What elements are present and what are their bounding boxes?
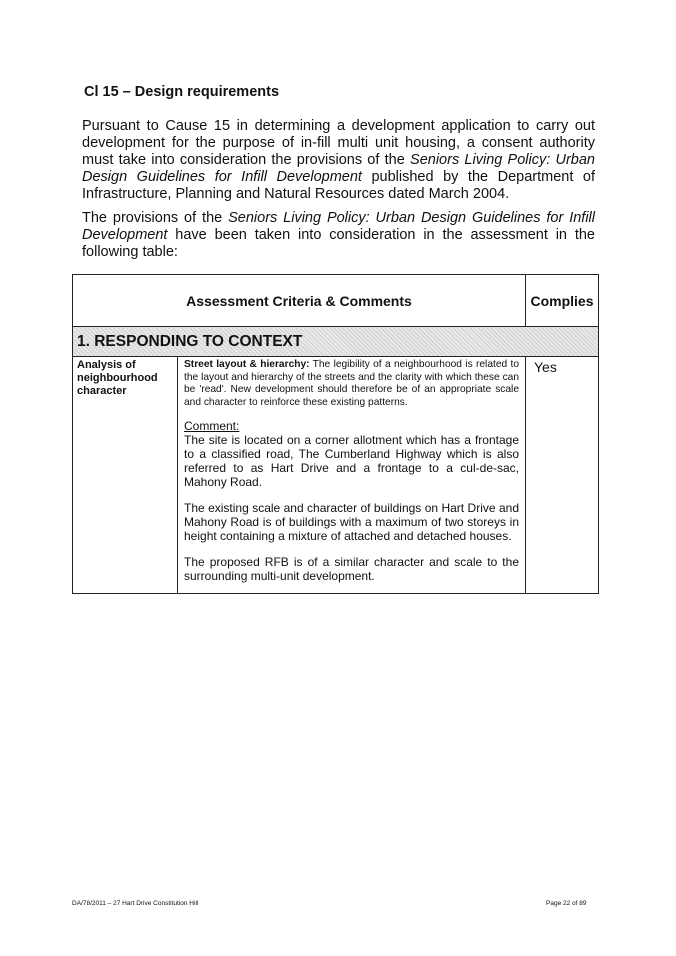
- table-row: [73, 357, 599, 594]
- intro-policy-title: Seniors Living Policy: Urban Design Guidelines for Infill Development: [82, 152, 595, 185]
- provisions-text-end: have been taken into consideration in the assessment in the following table:: [82, 227, 595, 260]
- criteria-cell: [178, 357, 526, 594]
- provisions-policy-title: Seniors Living Policy: Urban Design Guidelines for Infill Development: [82, 210, 595, 243]
- intro-paragraph: [82, 118, 595, 203]
- table-header-row: [73, 275, 599, 327]
- assessment-table: [72, 274, 599, 594]
- section-row: [73, 327, 599, 357]
- provisions-text: The provisions of the: [82, 210, 229, 226]
- row-label: Analysis of neighbourhood character: [73, 357, 178, 594]
- complies-value: Yes: [526, 357, 599, 594]
- section-title: 1. RESPONDING TO CONTEXT: [73, 327, 599, 357]
- provisions-paragraph: [82, 210, 595, 261]
- criterion: [184, 359, 519, 409]
- intro-text: Pursuant to Cause 15 in determining a development application to carry out development for the purpose of in-fill multi unit housing, a consent authority must take into consideration the provisions of the: [82, 118, 595, 168]
- header-complies: Complies: [526, 275, 599, 327]
- comment-paragraph: The proposed RFB is of a similar character and scale to the surrounding multi-unit development.: [184, 555, 519, 583]
- section-heading: Cl 15 – Design requirements: [84, 84, 280, 100]
- page-number: Page 22 of 89: [546, 900, 587, 907]
- criterion-text: The legibility of a neighbourhood is related to the layout and hierarchy of the streets and the clarity with which these can be 'read'. New development should therefore be of an appropriate scale and character to reinforce these existing patterns.: [184, 359, 519, 408]
- comment-label: Comment:: [184, 419, 240, 433]
- header-criteria: Assessment Criteria & Comments: [73, 275, 526, 327]
- footer-reference: DA/78/2011 – 27 Hart Drive Constitution Hill: [72, 900, 199, 907]
- comment-paragraph: The site is located on a corner allotment which has a frontage to a classified road, The Cumberland Highway which is also referred to as Hart Drive and a frontage to a cul-de-sac, Mahony Road.: [184, 433, 519, 489]
- comment-paragraph: The existing scale and character of buildings on Hart Drive and Mahony Road is of buildings with a maximum of two storeys in height containing a mixture of attached and detached houses.: [184, 501, 519, 543]
- intro-text-end: published by the Department of Infrastructure, Planning and Natural Resources dated March 2004.: [82, 169, 596, 202]
- criterion-title: Street layout & hierarchy:: [184, 359, 310, 370]
